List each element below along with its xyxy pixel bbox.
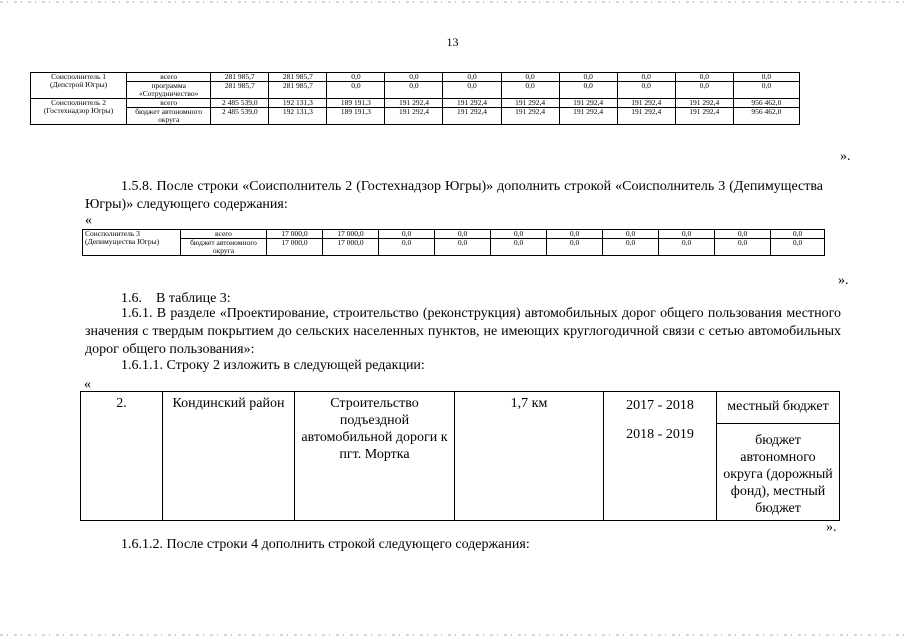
value-cell: 0,0 (603, 230, 659, 239)
value-cell: 2 485 539,0 (211, 99, 269, 108)
source-cell: бюджет автономного округа (127, 108, 211, 125)
scan-bottom-edge (0, 634, 905, 636)
value-cell: 191 292,4 (617, 99, 675, 108)
value-cell: 191 292,4 (617, 108, 675, 125)
source-cell: всего (127, 73, 211, 82)
funding-1-cell: местный бюджет (717, 392, 840, 424)
source-cell: бюджет автономного округа (181, 239, 267, 256)
table-row (83, 230, 825, 239)
value-cell: 0,0 (675, 73, 733, 82)
length-cell: 1,7 км (455, 392, 604, 521)
value-cell: 0,0 (327, 73, 385, 82)
close-quote: ». (838, 273, 849, 288)
value-cell: 0,0 (385, 73, 443, 82)
value-cell: 17 000,0 (323, 230, 379, 239)
table-road-construction (80, 391, 840, 521)
value-cell: 0,0 (435, 230, 491, 239)
value-cell: 189 191,3 (327, 108, 385, 125)
value-cell: 191 292,4 (675, 99, 733, 108)
value-cell: 2 485 539,0 (211, 108, 269, 125)
years-1: 2017 - 2018 (626, 398, 694, 413)
value-cell: 0,0 (501, 82, 559, 99)
value-cell: 191 292,4 (501, 108, 559, 125)
value-cell: 191 292,4 (385, 108, 443, 125)
value-cell: 192 131,3 (269, 108, 327, 125)
value-cell: 0,0 (547, 239, 603, 256)
value-cell: 191 292,4 (675, 108, 733, 125)
value-cell: 281 985,7 (211, 73, 269, 82)
value-cell: 281 985,7 (269, 73, 327, 82)
source-cell: всего (127, 99, 211, 108)
value-cell: 0,0 (603, 239, 659, 256)
value-cell: 0,0 (733, 82, 799, 99)
source-cell: программа «Сотрудничество» (127, 82, 211, 99)
value-cell: 191 292,4 (443, 99, 501, 108)
value-cell: 0,0 (617, 82, 675, 99)
value-cell: 17 000,0 (267, 239, 323, 256)
paragraph-1-5-8: 1.5.8. После строки «Соисполнитель 2 (Гостехнадзор Югры)» дополнить строкой «Соисполнитель 3 (Депимущества Югры)» следующего содержания: (85, 179, 823, 212)
value-cell: 0,0 (617, 73, 675, 82)
value-cell: 0,0 (501, 73, 559, 82)
value-cell: 191 292,4 (559, 99, 617, 108)
value-cell: 0,0 (771, 230, 825, 239)
value-cell: 956 462,0 (733, 99, 799, 108)
value-cell: 0,0 (559, 73, 617, 82)
open-quote: « (84, 377, 91, 392)
page-number: 13 (446, 35, 459, 49)
value-cell: 0,0 (771, 239, 825, 256)
paragraph-1-6-1-2: 1.6.1.2. После строки 4 дополнить строкой следующего содержания: (121, 537, 530, 552)
source-cell: всего (181, 230, 267, 239)
years-cell (604, 392, 717, 521)
value-cell: 281 985,7 (211, 82, 269, 99)
executor-cell: Соисполнитель 3 (Депимущества Югры) (83, 230, 181, 256)
district-cell: Кондинский район (163, 392, 295, 521)
paragraph-1-6-1-1: 1.6.1.1. Строку 2 изложить в следующей редакции: (121, 358, 425, 373)
value-cell: 0,0 (715, 230, 771, 239)
value-cell: 0,0 (443, 73, 501, 82)
value-cell: 0,0 (379, 239, 435, 256)
value-cell: 0,0 (547, 230, 603, 239)
value-cell: 191 292,4 (385, 99, 443, 108)
table-row (31, 82, 800, 99)
paragraph-1-6-1: 1.6.1. В разделе «Проектирование, строительство (реконструкция) автомобильных дорог общего пользования местного значения с твердым покрытием до сельских населенных пунктов, не имеющих круглогодичной связи с сетью автомобильных дорог общего пользования»: (85, 306, 841, 357)
value-cell: 0,0 (659, 230, 715, 239)
value-cell: 17 000,0 (323, 239, 379, 256)
value-cell: 192 131,3 (269, 99, 327, 108)
value-cell: 0,0 (715, 239, 771, 256)
executor-cell: Соисполнитель 2 (Гостехнадзор Югры) (31, 99, 127, 125)
paragraph-1-6: 1.6. В таблице 3: (121, 291, 231, 306)
close-quote: ». (840, 149, 851, 164)
scan-top-edge (0, 1, 905, 3)
table-row (31, 73, 800, 82)
open-quote: « (85, 213, 92, 228)
value-cell: 191 292,4 (443, 108, 501, 125)
close-quote: ». (826, 520, 837, 535)
table-row (83, 239, 825, 256)
funding-2-cell: бюджет автономного округа (дорожный фонд), местный бюджет (717, 424, 840, 521)
value-cell: 0,0 (443, 82, 501, 99)
table-row (31, 99, 800, 108)
value-cell: 0,0 (385, 82, 443, 99)
value-cell: 0,0 (379, 230, 435, 239)
value-cell: 0,0 (559, 82, 617, 99)
value-cell: 189 191,3 (327, 99, 385, 108)
table-row (31, 108, 800, 125)
object-cell: Строительство подъездной автомобильной дороги к пгт. Мортка (295, 392, 455, 521)
value-cell: 0,0 (435, 239, 491, 256)
table-coexecutors (30, 72, 800, 125)
table-coexecutor-3 (82, 229, 825, 256)
value-cell: 956 462,0 (733, 108, 799, 125)
executor-cell: Соисполнитель 1 (Депстрой Югры) (31, 73, 127, 99)
row-number-cell: 2. (81, 392, 163, 521)
value-cell: 0,0 (327, 82, 385, 99)
value-cell: 0,0 (675, 82, 733, 99)
years-2: 2018 - 2019 (626, 427, 694, 442)
value-cell: 0,0 (733, 73, 799, 82)
value-cell: 17 000,0 (267, 230, 323, 239)
value-cell: 191 292,4 (501, 99, 559, 108)
value-cell: 0,0 (659, 239, 715, 256)
value-cell: 0,0 (491, 239, 547, 256)
value-cell: 191 292,4 (559, 108, 617, 125)
value-cell: 281 985,7 (269, 82, 327, 99)
value-cell: 0,0 (491, 230, 547, 239)
